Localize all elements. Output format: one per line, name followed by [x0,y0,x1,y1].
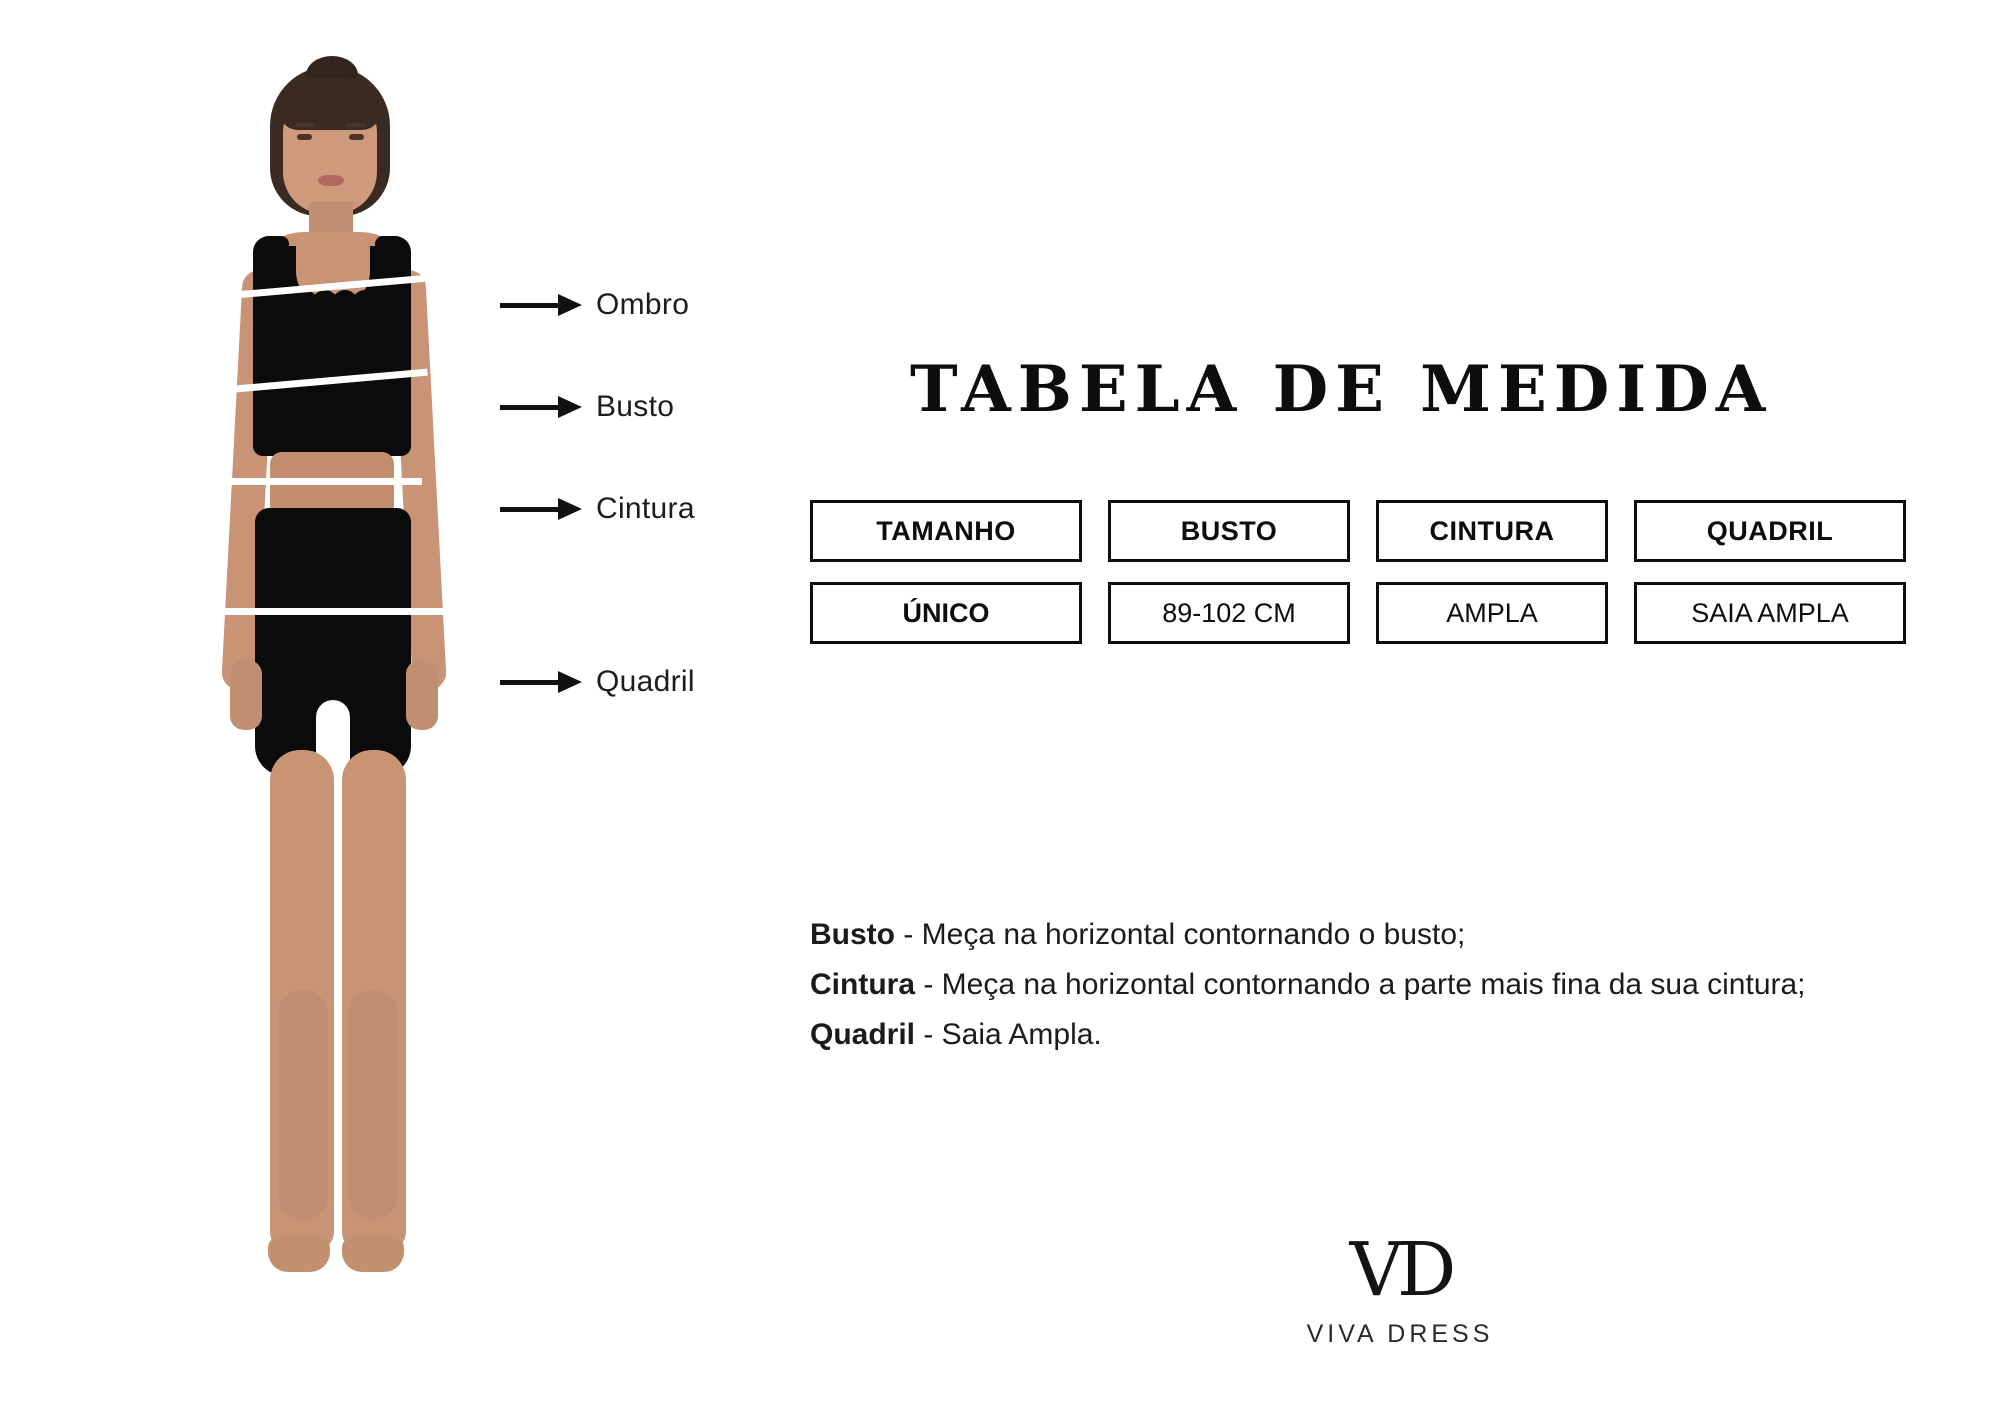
header-cintura: CINTURA [1376,500,1608,562]
arrow-right-icon [500,671,582,693]
note-term-quadril: Quadril [810,1018,916,1051]
content-panel [800,0,2000,1414]
model-illustration [120,60,540,1360]
callout-ombro [500,288,689,322]
note-text-cintura: - Meça na horizontal contornando a parte mais fina da sua cintura; [915,968,1806,1001]
note-term-cintura: Cintura [810,968,915,1001]
note-text-busto: - Meça na horizontal contornando o busto; [895,918,1466,951]
callout-label-ombro: Ombro [596,288,690,321]
brand-name: VIVA DRESS [1306,1320,1494,1348]
eye-left [297,134,312,140]
cell-cintura: AMPLA [1376,582,1608,644]
note-text-quadril: - Saia Ampla. [915,1018,1102,1051]
note-term-busto: Busto [810,918,895,951]
logo-monogram-icon: VD [1349,1227,1451,1313]
header-busto: BUSTO [1108,500,1350,562]
eyebrow-right [346,123,366,127]
note-cintura [810,960,1990,1010]
header-tamanho: TAMANHO [810,500,1082,562]
callout-cintura [500,492,695,526]
model-photo-panel [0,0,760,1414]
strap-left [253,236,289,316]
table-row [810,582,1970,644]
callout-busto [500,390,674,424]
foot-left [268,1236,330,1272]
measurement-instructions [810,910,1990,1060]
foot-right [342,1236,404,1272]
callout-label-cintura: Cintura [596,492,695,525]
shin-right [348,990,398,1220]
eye-right [349,134,364,140]
scallop-4 [352,290,378,316]
measure-line-quadril [126,608,446,615]
hair-front [279,78,381,130]
hand-left [230,660,262,730]
callout-label-busto: Busto [596,390,675,423]
page-title: TABELA DE MEDIDA [910,352,1773,427]
cell-quadril: SAIA AMPLA [1634,582,1906,644]
size-table [810,500,1970,664]
callout-quadril [500,665,695,699]
arrow-right-icon [500,498,582,520]
lips [318,175,344,186]
shin-left [278,990,328,1220]
cell-busto: 89-102 CM [1108,582,1350,644]
callout-label-quadril: Quadril [596,665,695,698]
hand-right [406,660,438,730]
arrow-right-icon [500,396,582,418]
arrow-right-icon [500,294,582,316]
brand-block [800,1227,2000,1349]
measure-line-cintura [172,478,422,485]
table-header-row [810,500,1970,562]
note-quadril [810,1010,1990,1060]
note-busto [810,910,1990,960]
header-quadril: QUADRIL [1634,500,1906,562]
cell-tamanho: ÚNICO [810,582,1082,644]
eyebrow-left [295,123,315,127]
